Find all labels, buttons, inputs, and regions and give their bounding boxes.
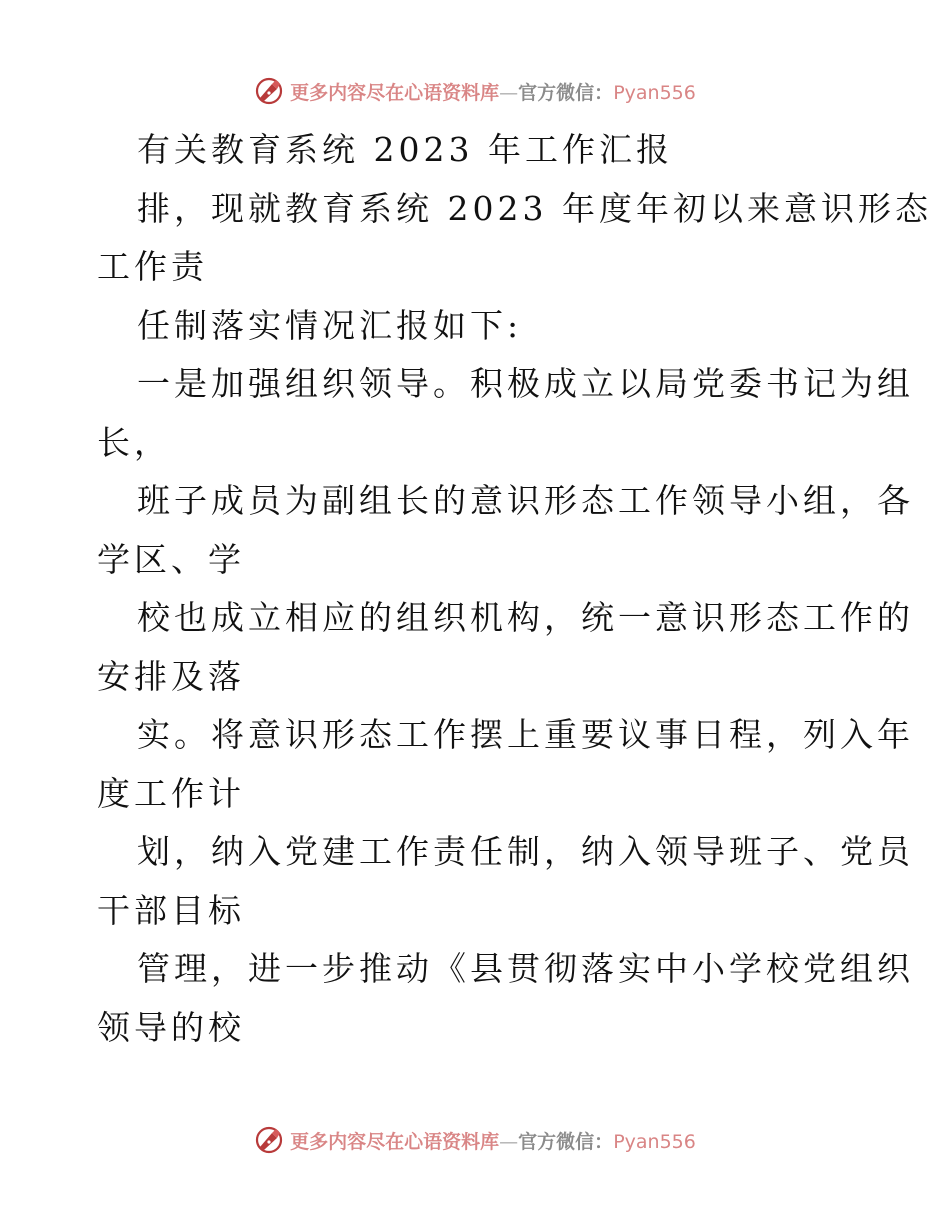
footer-banner-text	[290, 1127, 696, 1154]
footer-banner	[0, 1120, 950, 1160]
document-title: 有关教育系统 2023 年工作汇报	[137, 130, 673, 169]
paragraph-line: 划，纳入党建工作责任制，纳入领导班子、党员	[137, 832, 914, 871]
paragraph-line: 班子成员为副组长的意识形态工作领导小组，各	[137, 481, 914, 520]
paragraph-line: 领导的校	[97, 1007, 245, 1047]
pen-nib-circle-icon	[254, 76, 284, 106]
paragraph-line: 排，现就教育系统 2023 年度年初以来意识形态	[137, 188, 932, 228]
header-banner-label: 官方微信：	[518, 81, 614, 104]
pen-nib-circle-icon	[254, 1125, 284, 1155]
paragraph-line: 管理，进一步推动《县贯彻落实中小学校党组织	[137, 949, 914, 988]
paragraph-line: 长，	[97, 422, 171, 462]
paragraph-line: 任制落实情况汇报如下:	[137, 305, 523, 345]
document-body	[97, 121, 932, 1057]
footer-banner-dash: —	[499, 1130, 519, 1153]
paragraph-line: 干部目标	[97, 890, 245, 930]
paragraph-line: 实。将意识形态工作摆上重要议事日程，列入年	[137, 715, 914, 754]
paragraph-line: 学区、学	[97, 539, 245, 579]
footer-banner-title: 更多内容尽在心语资料库	[290, 1130, 500, 1153]
header-banner	[0, 71, 950, 111]
footer-banner-label: 官方微信：	[518, 1130, 614, 1153]
paragraph-line: 一是加强组织领导。积极成立以局党委书记为组	[137, 364, 914, 403]
header-banner-title: 更多内容尽在心语资料库	[290, 81, 500, 104]
paragraph-line: 安排及落	[97, 656, 245, 696]
paragraph-line: 度工作计	[97, 773, 245, 813]
header-banner-text	[290, 78, 696, 105]
header-banner-wechat-id: Pyan556	[613, 81, 696, 104]
paragraph-line: 校也成立相应的组织机构，统一意识形态工作的	[137, 598, 914, 637]
footer-banner-wechat-id: Pyan556	[613, 1130, 696, 1153]
header-banner-dash: —	[499, 81, 519, 104]
paragraph-line: 工作责	[97, 247, 208, 286]
